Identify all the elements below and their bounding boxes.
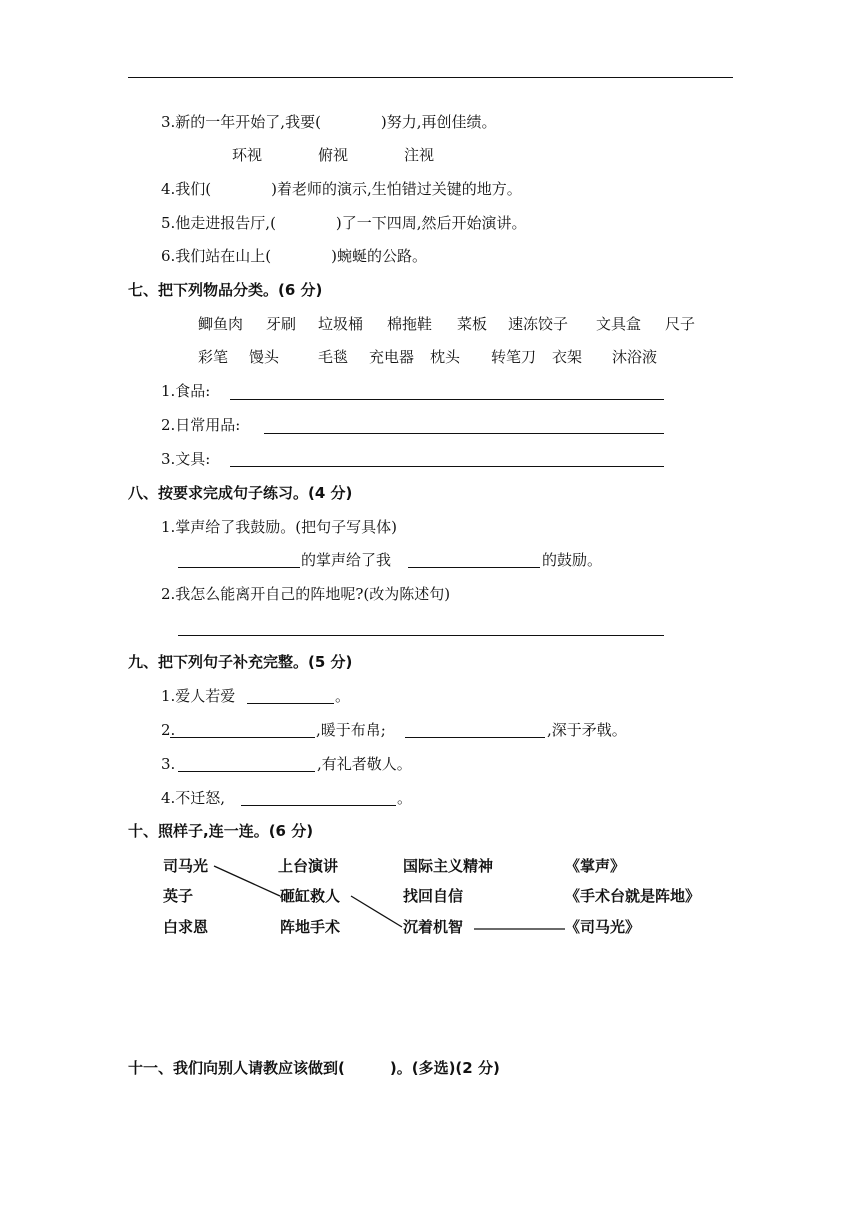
q9-line2: 2. — [161, 721, 176, 739]
q7-cat-daily: 2.日常用品: — [161, 416, 241, 434]
q6-line5: 5.他走进报告厅,( )了一下四周,然后开始演讲。 — [161, 214, 527, 232]
q8-s1-mid: 的掌声给了我 — [301, 551, 392, 569]
q7-item: 枕头 — [430, 348, 461, 366]
q11-title: 十一、我们向别人请教应该做到( )。(多选)(2 分) — [128, 1059, 500, 1077]
q8-sentence2: 2.我怎么能离开自己的阵地呢?(改为陈述句) — [161, 585, 451, 603]
q10-event: 阵地手术 — [280, 918, 341, 936]
q10-text: 《手术台就是阵地》 — [565, 887, 701, 905]
q7-item: 尺子 — [665, 315, 696, 333]
q9-line2-end: ,深于矛戟。 — [547, 721, 627, 739]
q9-line3-end: ,有礼者敬人。 — [317, 755, 412, 773]
q9-line2-mid: ,暖于布帛; — [316, 721, 386, 739]
q10-example-line-1 — [214, 866, 280, 896]
q6-option-3: 注视 — [404, 146, 435, 164]
q9-title: 九、把下列句子补充完整。(5 分) — [128, 653, 353, 671]
q10-event: 砸缸救人 — [280, 887, 341, 905]
q7-item: 沐浴液 — [612, 348, 658, 366]
q7-item: 衣架 — [552, 348, 583, 366]
q7-item: 馒头 — [249, 348, 280, 366]
q9-line3: 3. — [161, 755, 176, 773]
q9-line4: 4.不迁怒, — [161, 789, 226, 807]
q7-item: 菜板 — [457, 315, 488, 333]
q7-cat-stationery: 3.文具: — [161, 450, 211, 468]
q10-event: 上台演讲 — [278, 857, 339, 875]
q10-person: 白求恩 — [163, 918, 209, 936]
q7-title: 七、把下列物品分类。(6 分) — [128, 281, 323, 299]
q6-option-1: 环视 — [232, 146, 263, 164]
q7-item: 垃圾桶 — [318, 315, 364, 333]
q6-line3: 3.新的一年开始了,我要( )努力,再创佳绩。 — [161, 113, 497, 131]
q7-item: 毛毯 — [318, 348, 349, 366]
q8-s1-end: 的鼓励。 — [542, 551, 603, 569]
q9-line4-end: 。 — [397, 789, 413, 807]
q7-item: 转笔刀 — [491, 348, 537, 366]
q6-line6: 6.我们站在山上( )蜿蜒的公路。 — [161, 247, 428, 265]
q10-text: 《司马光》 — [565, 918, 641, 936]
q8-title: 八、按要求完成句子练习。(4 分) — [128, 484, 353, 502]
q7-item: 牙刷 — [266, 315, 297, 333]
q10-example-line-2 — [351, 896, 402, 927]
q10-trait: 沉着机智 — [403, 918, 464, 936]
q10-trait: 找回自信 — [403, 887, 464, 905]
q6-line4: 4.我们( )着老师的演示,生怕错过关键的地方。 — [161, 180, 522, 198]
q10-text: 《掌声》 — [565, 857, 626, 875]
q10-trait: 国际主义精神 — [403, 857, 494, 875]
q6-option-2: 俯视 — [318, 146, 349, 164]
q7-item: 充电器 — [369, 348, 415, 366]
q7-item: 彩笔 — [198, 348, 229, 366]
q10-title: 十、照样子,连一连。(6 分) — [128, 822, 314, 840]
q7-item: 鲫鱼肉 — [198, 315, 244, 333]
q9-line1-end: 。 — [335, 687, 351, 705]
q10-person: 司马光 — [163, 857, 209, 875]
q10-person: 英子 — [163, 887, 194, 905]
q8-sentence1: 1.掌声给了我鼓励。(把句子写具体) — [161, 518, 398, 536]
q9-line1: 1.爱人若爱 — [161, 687, 236, 705]
q7-item: 棉拖鞋 — [387, 315, 433, 333]
q7-item: 速冻饺子 — [508, 315, 569, 333]
q7-cat-food: 1.食品: — [161, 382, 211, 400]
q7-item: 文具盒 — [596, 315, 642, 333]
